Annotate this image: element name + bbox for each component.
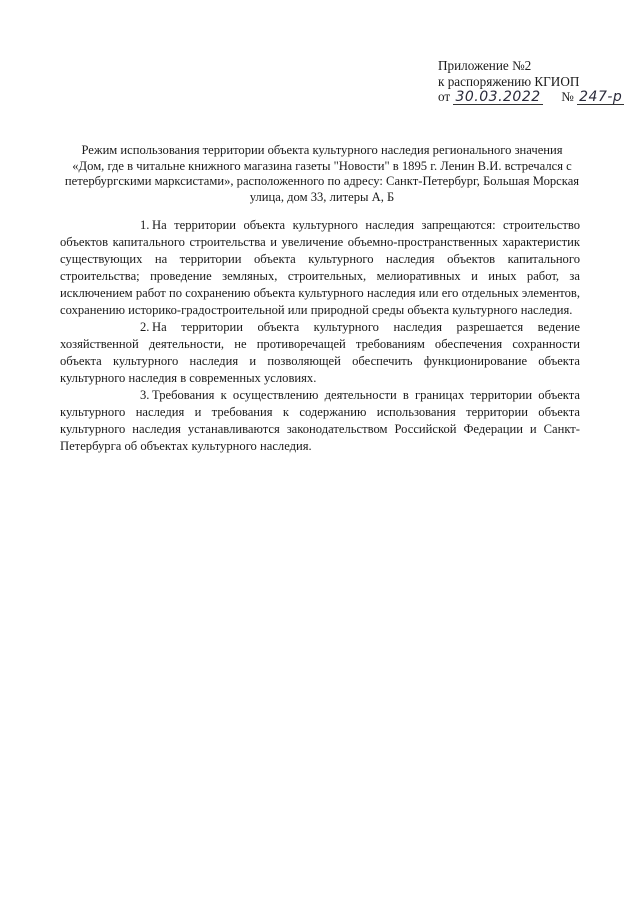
number-label: № — [561, 89, 574, 104]
paragraph-text: Требования к осуществлению деятельности в границах территории объекта культурного наследия и требования к содержанию использования территории объекта культурного наследия устанавливаются законодательством Российской Федерации и Санкт-Петербурга об объектах культурного наследия. — [60, 388, 580, 453]
paragraph-2 — [60, 319, 580, 387]
appendix-title: Приложение №2 — [438, 58, 532, 73]
paragraph-number: 2. — [140, 320, 150, 334]
paragraph-text: На территории объекта культурного наследия разрешается ведение хозяйственной деятельности, не противоречащей требованиям обеспечения сохранности объекта культурного наследия и позволяющей обеспечить функционирование объекта культурного наследия в современных условиях. — [60, 320, 580, 385]
paragraph-number: 1. — [140, 218, 150, 232]
title-line-2: «Дом, где в читальне книжного магазина газеты "Новости" в 1895 г. Ленин В.И. встречался с — [72, 158, 572, 173]
handwritten-order-number: 247-р — [579, 89, 623, 105]
title-line-3: петербургскими марксистами», расположенного по адресу: Санкт-Петербург, Большая Морская — [64, 174, 580, 189]
handwritten-date: 30.03.2022 — [455, 89, 541, 105]
paragraph-number: 3. — [140, 388, 150, 402]
title-line-1: Режим использования территории объекта культурного наследия регионального значения — [81, 143, 563, 157]
document-title — [64, 143, 580, 205]
document-body — [60, 217, 580, 455]
appendix-header — [438, 58, 623, 105]
paragraph-1 — [60, 217, 580, 319]
paragraph-3 — [60, 387, 580, 455]
order-date-number-line — [438, 89, 623, 105]
from-label: от — [438, 89, 451, 104]
order-reference: к распоряжению КГИОП — [438, 73, 580, 89]
paragraph-text: На территории объекта культурного наследия запрещаются: строительство объектов капитального строительства и увеличение объемно-пространственных характеристик существующих на территории объекта культурного наследия объектов капитального строительства; проведение земляных, строительных, мелиоративных и иных работ, за исключением работ по сохранению объекта культурного наследия или его отдельных элементов, сохранению историко-градостроительной или природной среды объекта культурного наследия. — [60, 218, 580, 317]
title-line-4: улица, дом 33, литеры А, Б — [249, 189, 395, 204]
